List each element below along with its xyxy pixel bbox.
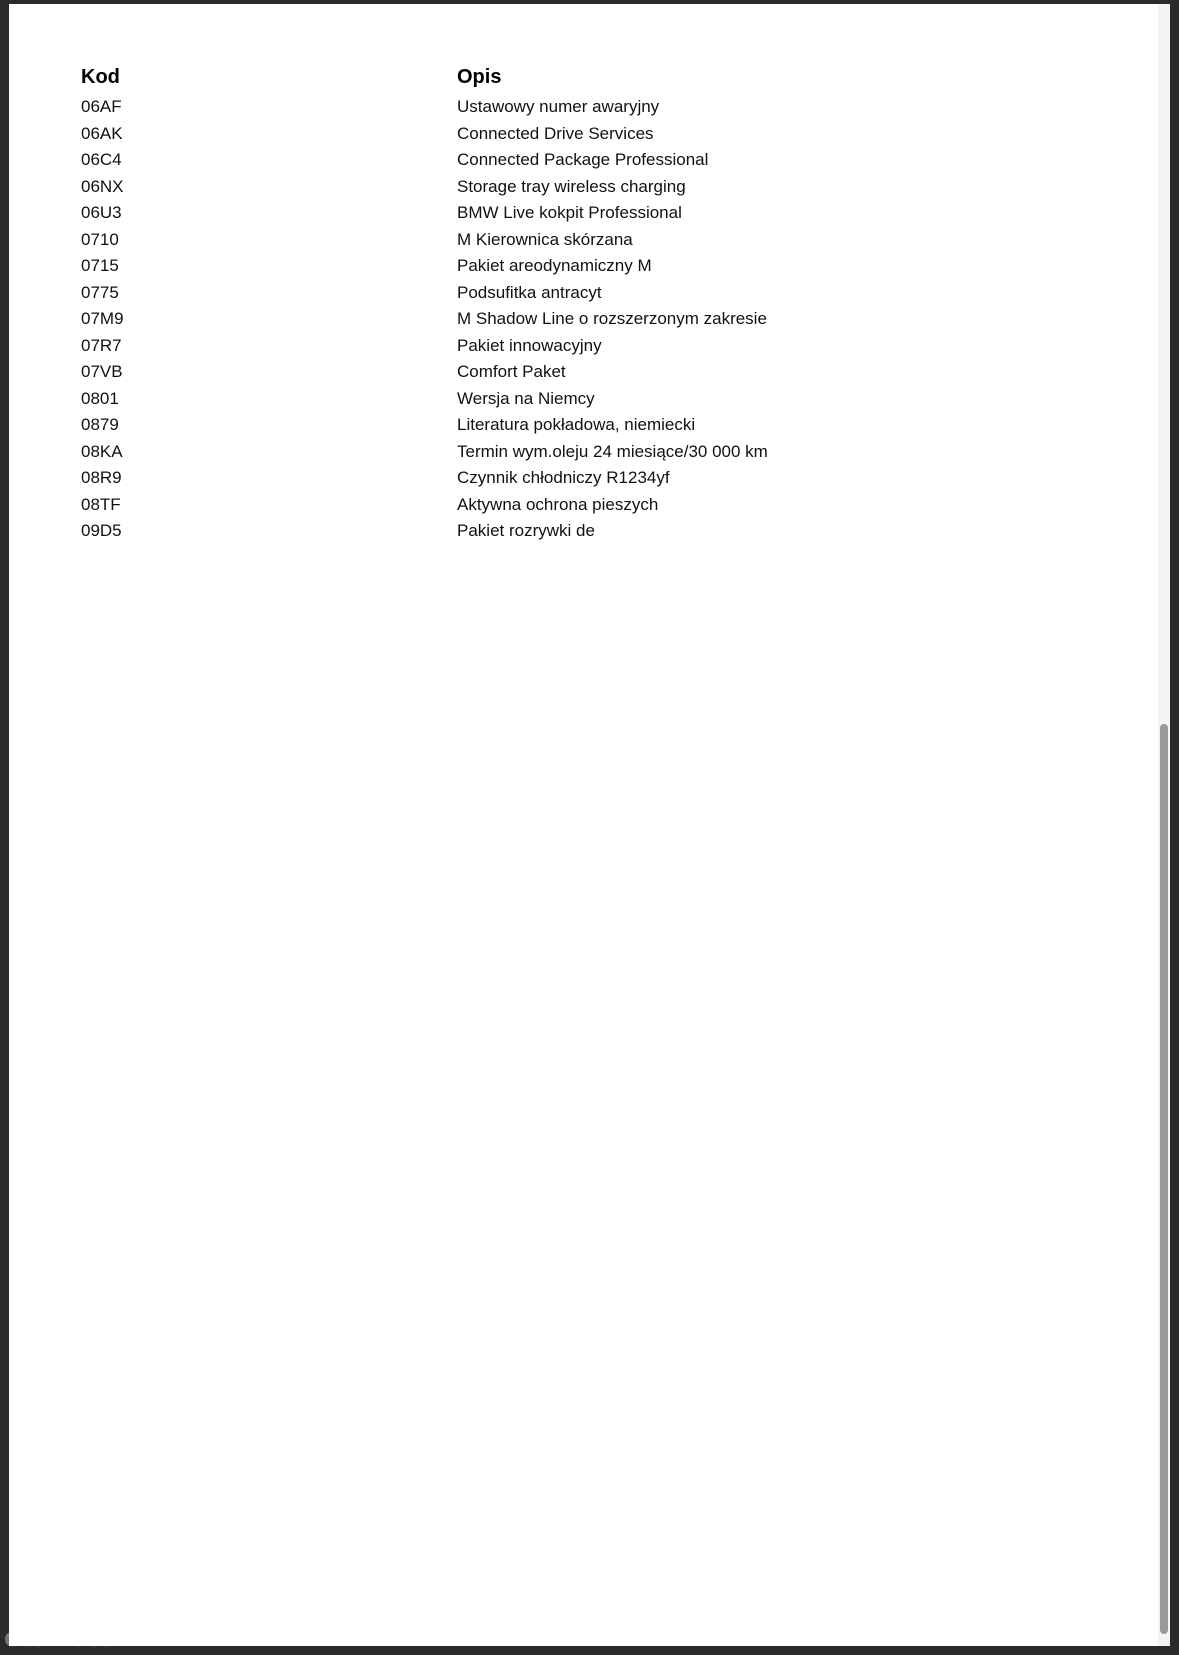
- table-row: [81, 94, 981, 121]
- option-code: 06U3: [81, 203, 122, 223]
- option-code: 06NX: [81, 176, 124, 196]
- option-description: Ustawowy numer awaryjny: [457, 97, 660, 117]
- table-row: [81, 492, 981, 519]
- option-code: 06AK: [81, 123, 123, 143]
- table-row: [81, 280, 981, 307]
- option-description: Pakiet innowacyjny: [457, 335, 602, 355]
- option-description: Literatura pokładowa, niemiecki: [457, 415, 696, 435]
- table-row: [81, 386, 981, 413]
- option-code: 06AF: [81, 97, 122, 117]
- table-row: [81, 333, 981, 360]
- option-code: 07M9: [81, 309, 124, 329]
- table-body: [81, 94, 981, 545]
- table-row: [81, 147, 981, 174]
- option-description: M Shadow Line o rozszerzonym zakresie: [457, 309, 767, 329]
- table-row: [81, 200, 981, 227]
- option-description: Comfort Paket: [457, 362, 566, 382]
- option-code: 0710: [81, 229, 119, 249]
- option-description: Pakiet rozrywki de: [457, 521, 595, 541]
- option-code: 0775: [81, 282, 119, 302]
- option-code: 07VB: [81, 362, 123, 382]
- option-description: Podsufitka antracyt: [457, 282, 602, 302]
- option-code: 0801: [81, 388, 119, 408]
- option-code: 09D5: [81, 521, 122, 541]
- option-description: Aktywna ochrona pieszych: [457, 494, 659, 514]
- table-row: [81, 253, 981, 280]
- option-description: Wersja na Niemcy: [457, 388, 595, 408]
- scrollbar-thumb[interactable]: [1160, 724, 1168, 1634]
- table-row: [81, 359, 981, 386]
- option-description: BMW Live kokpit Professional: [457, 203, 682, 223]
- option-code: 08KA: [81, 441, 123, 461]
- table-row: [81, 227, 981, 254]
- option-code: 0715: [81, 256, 119, 276]
- table-header-row: [81, 60, 981, 94]
- option-code: 0879: [81, 415, 119, 435]
- option-code: 07R7: [81, 335, 122, 355]
- option-code: 08TF: [81, 494, 121, 514]
- document-page: [9, 4, 1170, 1646]
- option-description: Termin wym.oleju 24 miesiące/30 000 km: [457, 441, 768, 461]
- vertical-scrollbar[interactable]: [1158, 4, 1170, 1646]
- header-code: Kod: [81, 65, 120, 88]
- option-description: Czynnik chłodniczy R1234yf: [457, 468, 670, 488]
- option-description: Connected Drive Services: [457, 123, 654, 143]
- options-table: [81, 60, 981, 545]
- table-row: [81, 306, 981, 333]
- option-code: 06C4: [81, 150, 122, 170]
- table-row: [81, 121, 981, 148]
- option-code: 08R9: [81, 468, 122, 488]
- table-row: [81, 518, 981, 545]
- watermark-logo: otomoto: [4, 1622, 115, 1652]
- option-description: Connected Package Professional: [457, 150, 709, 170]
- table-row: [81, 412, 981, 439]
- header-description: Opis: [457, 65, 502, 88]
- table-row: [81, 174, 981, 201]
- option-description: Storage tray wireless charging: [457, 176, 686, 196]
- table-row: [81, 439, 981, 466]
- table-row: [81, 465, 981, 492]
- option-description: M Kierownica skórzana: [457, 229, 633, 249]
- option-description: Pakiet areodynamiczny M: [457, 256, 652, 276]
